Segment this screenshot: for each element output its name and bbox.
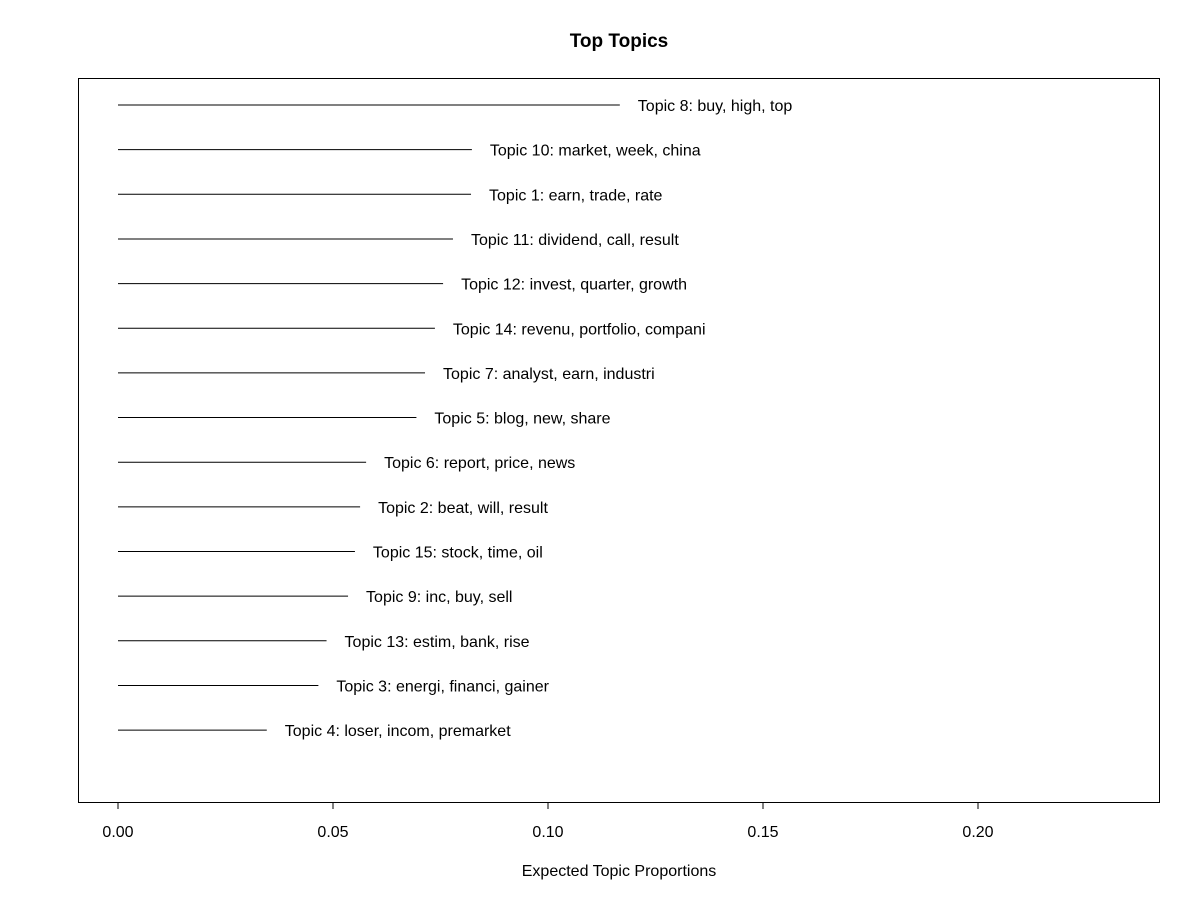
x-axis-label: Expected Topic Proportions <box>521 863 717 880</box>
x-tick-label: 0.20 <box>962 824 994 841</box>
x-tick-label: 0.05 <box>317 824 349 841</box>
topic-label: Topic 13: estim, bank, rise <box>344 633 530 651</box>
topic-label: Topic 8: buy, high, top <box>637 98 793 115</box>
topic-label: Topic 11: dividend, call, result <box>470 231 679 249</box>
topic-label: Topic 1: earn, trade, rate <box>489 187 663 205</box>
topic-label: Topic 4: loser, incom, premarket <box>284 723 511 741</box>
topic-label: Topic 3: energi, financi, gainer <box>336 678 549 696</box>
topic-label: Topic 7: analyst, earn, industri <box>443 365 655 383</box>
x-tick-label: 0.00 <box>102 824 134 841</box>
topic-label: Topic 12: invest, quarter, growth <box>461 276 687 294</box>
topic-label: Topic 10: market, week, china <box>489 142 701 160</box>
chart-title: Top Topics <box>569 31 669 52</box>
topic-label: Topic 15: stock, time, oil <box>372 544 543 562</box>
x-tick-label: 0.15 <box>747 824 779 841</box>
topic-label: Topic 9: inc, buy, sell <box>366 589 513 607</box>
topic-label: Topic 6: report, price, news <box>384 455 576 473</box>
topic-label: Topic 2: beat, will, result <box>378 499 548 517</box>
topic-label: Topic 5: blog, new, share <box>434 410 611 428</box>
x-axis <box>102 802 993 841</box>
topic-label: Topic 14: revenu, portfolio, compani <box>452 321 706 339</box>
x-tick-label: 0.10 <box>532 824 564 841</box>
